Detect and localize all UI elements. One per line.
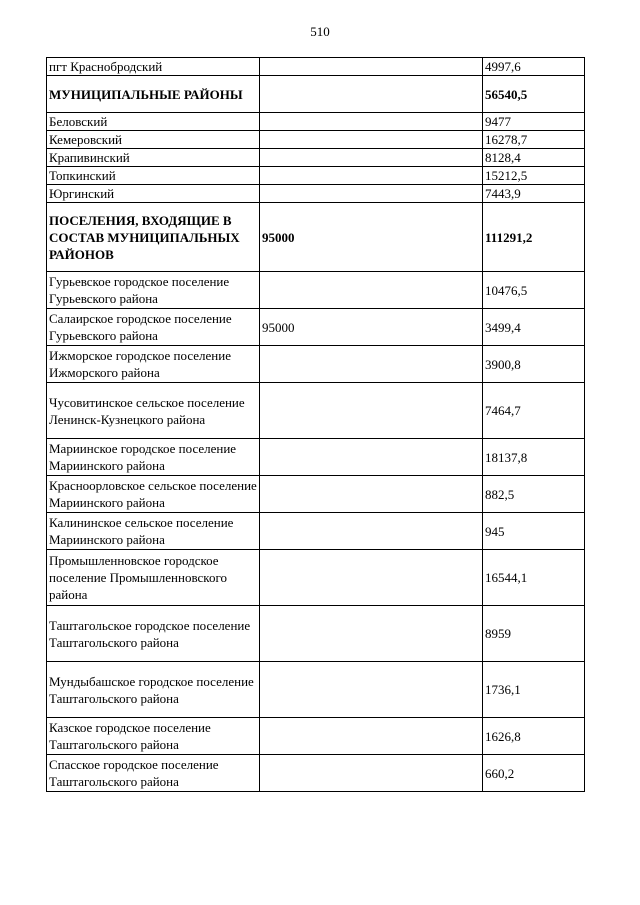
row-code bbox=[260, 167, 483, 185]
row-amount: 1736,1 bbox=[483, 662, 585, 718]
row-code bbox=[260, 131, 483, 149]
row-amount: 18137,8 bbox=[483, 439, 585, 476]
row-name: Чусовитинское сельское поселение Ленинск-Кузнецкого района bbox=[47, 383, 260, 439]
table-row bbox=[47, 606, 585, 662]
row-amount: 9477 bbox=[483, 113, 585, 131]
table-row bbox=[47, 203, 585, 272]
row-name: Промышленновское городское поселение Промышленновского района bbox=[47, 550, 260, 606]
row-code bbox=[260, 476, 483, 513]
row-amount: 16278,7 bbox=[483, 131, 585, 149]
row-amount: 8128,4 bbox=[483, 149, 585, 167]
row-code bbox=[260, 272, 483, 309]
row-amount: 660,2 bbox=[483, 755, 585, 792]
table-row bbox=[47, 149, 585, 167]
table-row bbox=[47, 185, 585, 203]
row-amount: 882,5 bbox=[483, 476, 585, 513]
row-code bbox=[260, 58, 483, 76]
row-amount: 15212,5 bbox=[483, 167, 585, 185]
row-code: 95000 bbox=[260, 309, 483, 346]
row-name: Гурьевское городское поселение Гурьевского района bbox=[47, 272, 260, 309]
row-name: МУНИЦИПАЛЬНЫЕ РАЙОНЫ bbox=[47, 76, 260, 113]
row-code bbox=[260, 513, 483, 550]
table-row bbox=[47, 113, 585, 131]
row-name: ПОСЕЛЕНИЯ, ВХОДЯЩИЕ В СОСТАВ МУНИЦИПАЛЬНЫХ РАЙОНОВ bbox=[47, 203, 260, 272]
row-code bbox=[260, 113, 483, 131]
row-name: Топкинский bbox=[47, 167, 260, 185]
row-code bbox=[260, 550, 483, 606]
row-code bbox=[260, 606, 483, 662]
row-name: Ижморское городское поселение Ижморского района bbox=[47, 346, 260, 383]
row-name: Мариинское городское поселение Мариинского района bbox=[47, 439, 260, 476]
row-amount: 16544,1 bbox=[483, 550, 585, 606]
table-row bbox=[47, 58, 585, 76]
row-amount: 3900,8 bbox=[483, 346, 585, 383]
table-row bbox=[47, 309, 585, 346]
table-row bbox=[47, 550, 585, 606]
row-name: Мундыбашское городское поселение Таштагольского района bbox=[47, 662, 260, 718]
row-name: Казское городское поселение Таштагольского района bbox=[47, 718, 260, 755]
row-name: Кемеровский bbox=[47, 131, 260, 149]
table-row bbox=[47, 167, 585, 185]
row-name: Красноорловское сельское поселение Мариинского района bbox=[47, 476, 260, 513]
row-amount: 10476,5 bbox=[483, 272, 585, 309]
table-row bbox=[47, 131, 585, 149]
table-row bbox=[47, 718, 585, 755]
row-code bbox=[260, 149, 483, 167]
row-name: Юргинский bbox=[47, 185, 260, 203]
row-amount: 3499,4 bbox=[483, 309, 585, 346]
row-code bbox=[260, 755, 483, 792]
row-amount: 56540,5 bbox=[483, 76, 585, 113]
table-row bbox=[47, 383, 585, 439]
row-amount: 4997,6 bbox=[483, 58, 585, 76]
table-row bbox=[47, 513, 585, 550]
row-name: Беловский bbox=[47, 113, 260, 131]
row-amount: 7443,9 bbox=[483, 185, 585, 203]
row-code bbox=[260, 439, 483, 476]
table-row bbox=[47, 272, 585, 309]
table-row bbox=[47, 439, 585, 476]
row-code bbox=[260, 383, 483, 439]
budget-table bbox=[46, 57, 585, 792]
row-name: Салаирское городское поселение Гурьевского района bbox=[47, 309, 260, 346]
row-amount: 111291,2 bbox=[483, 203, 585, 272]
table-row bbox=[47, 346, 585, 383]
row-code bbox=[260, 346, 483, 383]
row-amount: 945 bbox=[483, 513, 585, 550]
page-number: 510 bbox=[310, 24, 330, 39]
table-row bbox=[47, 755, 585, 792]
row-amount: 1626,8 bbox=[483, 718, 585, 755]
row-name: пгт Краснобродский bbox=[47, 58, 260, 76]
row-code bbox=[260, 185, 483, 203]
table-row bbox=[47, 662, 585, 718]
row-name: Крапивинский bbox=[47, 149, 260, 167]
row-code bbox=[260, 718, 483, 755]
row-name: Калининское сельское поселение Мариинского района bbox=[47, 513, 260, 550]
row-amount: 7464,7 bbox=[483, 383, 585, 439]
table-row bbox=[47, 76, 585, 113]
row-amount: 8959 bbox=[483, 606, 585, 662]
table-row bbox=[47, 476, 585, 513]
row-name: Спасское городское поселение Таштагольского района bbox=[47, 755, 260, 792]
row-code bbox=[260, 76, 483, 113]
row-code bbox=[260, 662, 483, 718]
row-code: 95000 bbox=[260, 203, 483, 272]
row-name: Таштагольское городское поселение Таштагольского района bbox=[47, 606, 260, 662]
